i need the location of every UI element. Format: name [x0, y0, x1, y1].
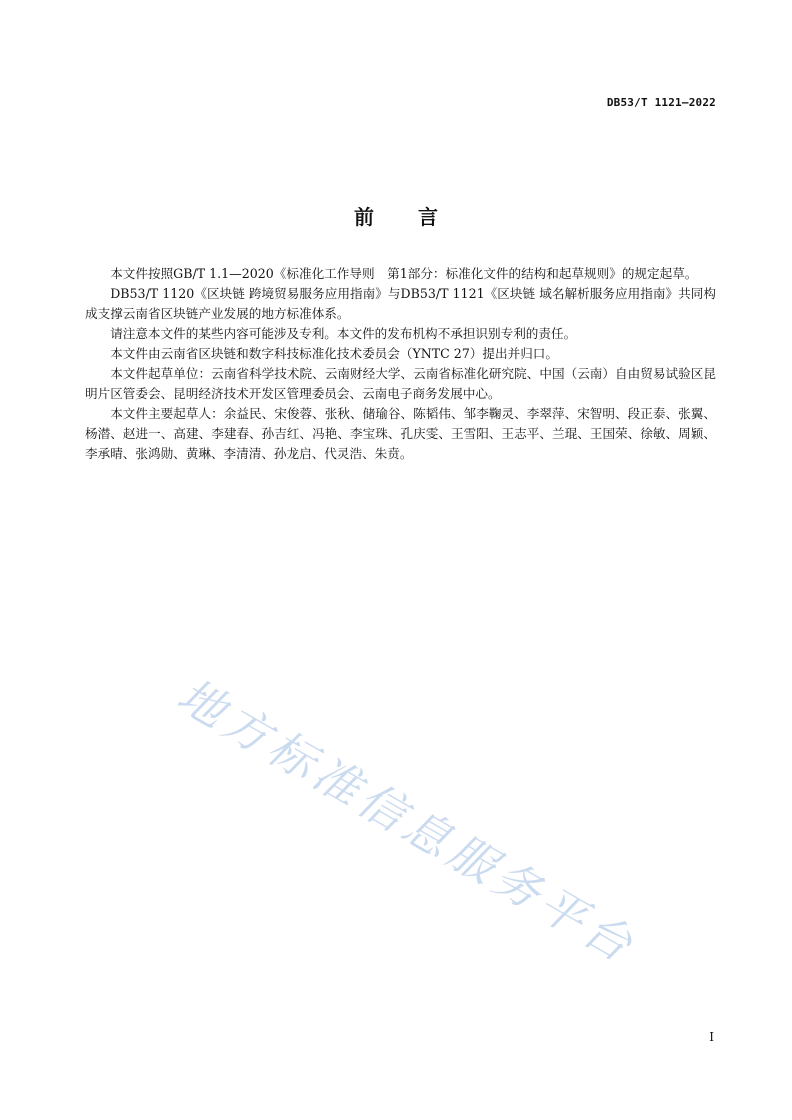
- paragraph-drafting-units: 本文件起草单位：云南省科学技术院、云南财经大学、云南省标准化研究院、中国（云南）自由贸易试验区昆明片区管委会、昆明经济技术开发区管理委员会、云南电子商务发展中心。: [85, 366, 716, 401]
- paragraph-drafting-rules: 本文件按照GB/T 1.1—2020《标准化工作导则 第1部分：标准化文件的结构和起草规则》的规定起草。: [110, 266, 698, 281]
- paragraph-proposer: 本文件由云南省区块链和数字科技标准化技术委员会（YNTC 27）提出并归口。: [110, 346, 558, 361]
- page-number: I: [709, 1030, 714, 1044]
- foreword-body: [85, 264, 716, 464]
- paragraph-standard-system: DB53/T 1120《区块链 跨境贸易服务应用指南》与DB53/T 1121《区块链 域名解析服务应用指南》共同构成支撑云南省区块链产业发展的地方标准体系。: [85, 286, 716, 321]
- watermark: 地方标准信息服务平台: [168, 667, 646, 975]
- paragraph-drafters: 本文件主要起草人：余益民、宋俊蓉、张秋、储瑜谷、陈韬伟、邹李鞠灵、李翠萍、宋智明、段正泰、张翼、杨潜、赵进一、高建、李建春、孙吉红、冯艳、李宝珠、孔庆雯、王雪阳、王志平、兰琨、王国荣、徐敏、周颖、李承晴、张鸿勋、黄琳、李清清、孙龙启、代灵浩、朱贲。: [85, 406, 716, 461]
- document-code: DB53/T 1121—2022: [606, 96, 716, 109]
- page-title: 前言: [354, 205, 482, 229]
- paragraph-patent-notice: 请注意本文件的某些内容可能涉及专利。本文件的发布机构不承担识别专利的责任。: [110, 326, 577, 341]
